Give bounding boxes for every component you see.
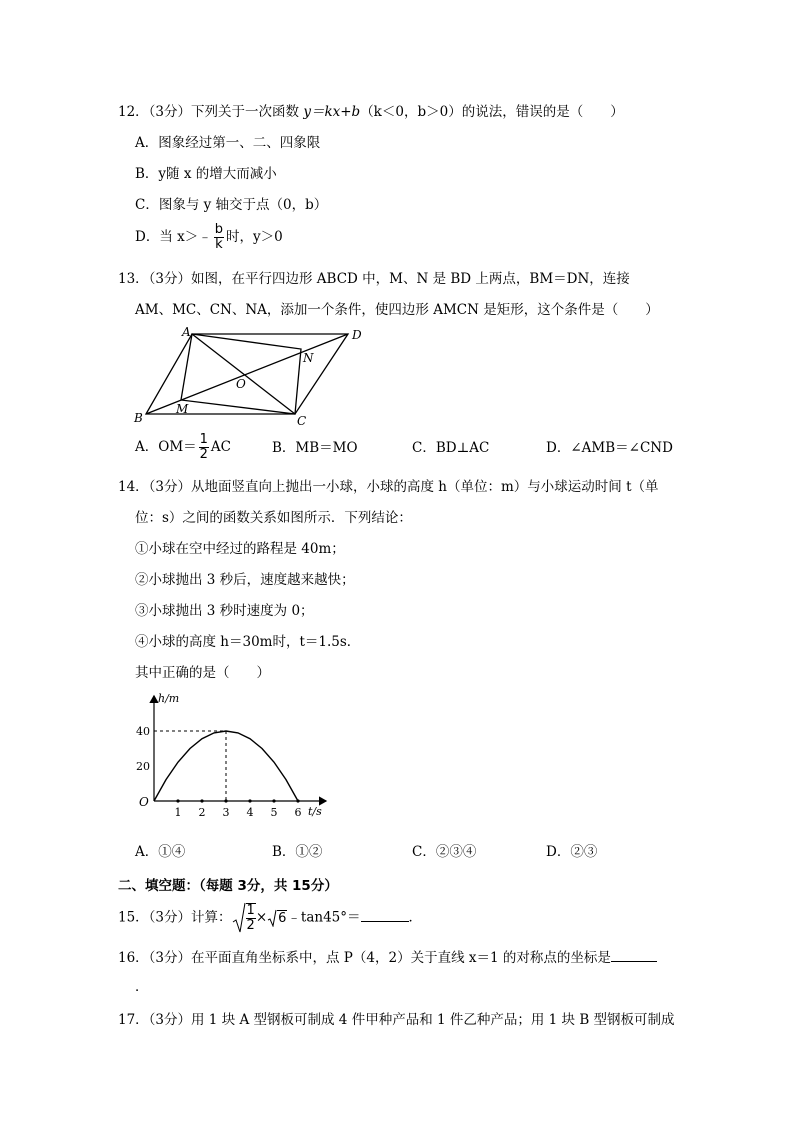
quadrilateral-amcn bbox=[181, 334, 301, 414]
q12-option-d-pre: D．当 x＞﹣ bbox=[135, 229, 212, 245]
label-a: A bbox=[182, 325, 191, 339]
q12-stem bbox=[118, 103, 624, 121]
q12-stem-post: 的说法，错误的是（ ） bbox=[461, 104, 624, 120]
q15-post: ﹣tan45°＝ bbox=[287, 909, 361, 926]
label-d: D bbox=[352, 328, 362, 342]
x-tick-dot-5 bbox=[272, 799, 275, 802]
q15-sqrt-6 bbox=[267, 903, 287, 934]
q15 bbox=[118, 902, 422, 934]
q12-option-c: C．图象与 y 轴交于点（0，b） bbox=[135, 197, 328, 213]
q15-frac-num: 1 bbox=[246, 903, 255, 918]
q14-conclusion-4: ④小球的高度 h＝30m时，t＝1.5s． bbox=[135, 634, 361, 650]
q14-conclusion-3: ③小球抛出 3 秒时速度为 0； bbox=[135, 603, 314, 619]
section-2-heading: 二、填空题：（每题 3分，共 15分） bbox=[118, 878, 338, 894]
q12-stem-pre: 12．（3分）下列关于一次函数 bbox=[118, 104, 304, 120]
q16-line1 bbox=[118, 947, 657, 967]
y-tick-label-40: 40 bbox=[136, 725, 150, 738]
q13-line1: 13．（3分）如图，在平行四边形 ABCD 中，M、N 是 BD 上两点，BM＝DN，连接 bbox=[118, 271, 630, 287]
q13-option-d: D．∠AMB＝∠CND bbox=[546, 440, 673, 456]
q12-frac-den: k bbox=[215, 237, 223, 252]
q13-option-a bbox=[135, 433, 231, 462]
q13-parallelogram-figure bbox=[130, 322, 370, 430]
q15-end: ． bbox=[408, 909, 423, 926]
q12-option-d bbox=[135, 223, 283, 252]
q14-option-b: B．①② bbox=[272, 844, 323, 860]
q14-line1: 14．（3分）从地面竖直向上抛出一小球，小球的高度 h（单位：m）与小球运动时间 t（单 bbox=[118, 479, 659, 495]
x-tick-dot-1 bbox=[176, 799, 179, 802]
label-n: N bbox=[303, 351, 314, 365]
x-axis-label: t/s bbox=[308, 805, 322, 818]
q16-line2: ． bbox=[135, 979, 149, 995]
q13-option-a-post: AC bbox=[210, 439, 232, 455]
label-c: C bbox=[297, 414, 307, 428]
x-tick-label-2: 2 bbox=[198, 806, 206, 819]
q15-frac-den: 2 bbox=[246, 918, 255, 933]
q12-frac-num: b bbox=[214, 222, 223, 237]
q16-text: 16．（3分）在平面直角坐标系中，点 P（4，2）关于直线 x＝1 的对称点的坐标是 bbox=[118, 950, 611, 966]
q15-sqrt-fraction bbox=[232, 902, 256, 934]
q12-option-b: B．y随 x 的增大而减小 bbox=[135, 166, 277, 182]
q13-frac-den: 2 bbox=[199, 447, 208, 462]
q12-formula: y＝kx+b bbox=[303, 104, 361, 120]
label-o: O bbox=[236, 377, 246, 391]
q13-line2: AM、MC、CN、NA，添加一个条件，使四边形 AMCN 是矩形，这个条件是（ ） bbox=[135, 302, 659, 318]
x-tick-label-4: 4 bbox=[246, 806, 254, 819]
origin-label: O bbox=[139, 795, 149, 809]
q15-sqrt-value: 6 bbox=[278, 910, 287, 926]
q14-conclusion-2: ②小球抛出 3 秒后，速度越来越快； bbox=[135, 572, 355, 588]
q15-times: × bbox=[255, 909, 268, 926]
q12-option-a: A．图象经过第一、二、四象限 bbox=[135, 135, 321, 151]
q12-fraction bbox=[214, 223, 224, 252]
q13-frac-num: 1 bbox=[199, 432, 208, 447]
q15-fraction bbox=[246, 903, 256, 933]
q15-pre: 15．（3分）计算： bbox=[118, 909, 232, 926]
label-m: M bbox=[176, 402, 189, 416]
q12-option-d-post: 时，y＞0 bbox=[226, 229, 283, 245]
q13-option-a-pre: A．OM＝ bbox=[135, 439, 197, 455]
x-tick-label-3: 3 bbox=[222, 806, 230, 819]
q14-question: 其中正确的是（ ） bbox=[135, 665, 270, 681]
q13-option-c: C．BD⊥AC bbox=[412, 440, 490, 456]
series-line-h bbox=[154, 731, 298, 801]
x-tick-label-5: 5 bbox=[270, 806, 278, 819]
q12-condition: （k＜0，b＞0） bbox=[360, 104, 462, 120]
x-tick-label-6: 6 bbox=[294, 806, 302, 819]
q13-option-b: B．MB＝MO bbox=[272, 440, 358, 456]
q14-line2: 位：s）之间的函数关系如图所示．下列结论： bbox=[135, 510, 412, 526]
q14-conclusion-1: ①小球在空中经过的路程是 40m； bbox=[135, 541, 345, 557]
q14-option-d: D．②③ bbox=[546, 844, 598, 860]
q14-option-c: C．②③④ bbox=[412, 844, 477, 860]
q14-height-time-graph bbox=[130, 690, 340, 825]
x-tick-dot-4 bbox=[248, 799, 251, 802]
x-tick-label-1: 1 bbox=[174, 806, 182, 819]
radical-sign-small bbox=[267, 909, 277, 927]
x-tick-dot-2 bbox=[200, 799, 203, 802]
q17-line1: 17．（3分）用 1 块 A 型钢板可制成 4 件甲种产品和 1 件乙种产品；用 1 块 B 型钢板可制成 bbox=[118, 1012, 675, 1028]
q13-fraction bbox=[199, 433, 209, 462]
y-axis-label: h/m bbox=[158, 692, 180, 705]
q16-answer-blank[interactable] bbox=[611, 947, 657, 962]
label-b: B bbox=[134, 411, 143, 425]
q14-option-a: A．①④ bbox=[135, 844, 186, 860]
q15-answer-blank[interactable] bbox=[361, 907, 409, 922]
y-tick-label-20: 20 bbox=[136, 760, 150, 773]
radical-sign bbox=[232, 902, 246, 934]
